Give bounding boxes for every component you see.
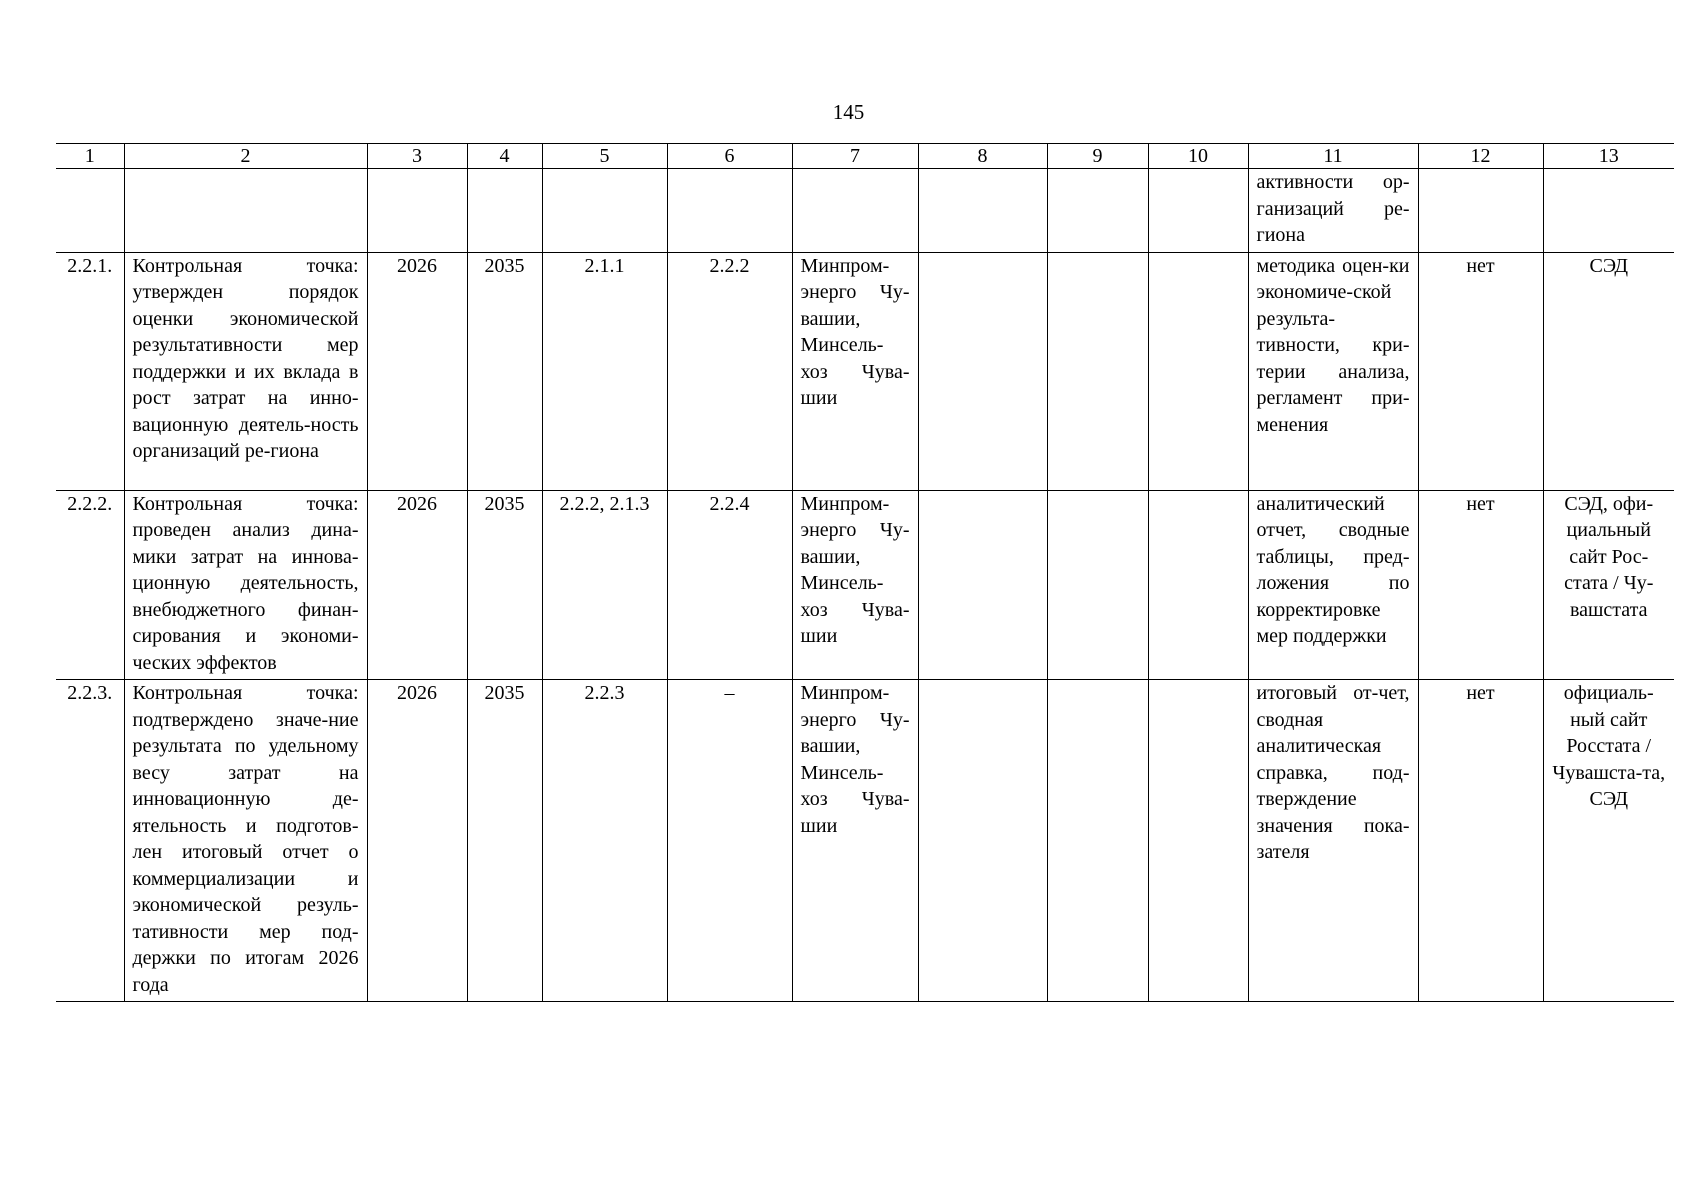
column-header: 7	[792, 144, 918, 169]
end-year-cell: 2035	[467, 680, 542, 1002]
info-system-cell: СЭД, офи-циальный сайт Рос-стата / Чу-вашстата	[1543, 490, 1674, 680]
responsible-cell: Минпром-энерго Чу-вашии, Минсель-хоз Чува-шии	[792, 680, 918, 1002]
cell-8	[918, 252, 1047, 490]
row-number-cell: 2.2.2.	[56, 490, 124, 680]
cell-9	[1047, 680, 1148, 1002]
flag-cell: нет	[1418, 490, 1543, 680]
cell-10	[1148, 490, 1248, 680]
end-year-cell: 2035	[467, 490, 542, 680]
cell-9	[1047, 490, 1148, 680]
info-system-cell: официаль-ный сайт Росстата / Чувашста-та, СЭД	[1543, 680, 1674, 1002]
description-cell	[124, 169, 367, 253]
cell-8	[918, 680, 1047, 1002]
row-number-cell	[56, 169, 124, 253]
end-year-cell	[467, 169, 542, 253]
cell-9	[1047, 169, 1148, 253]
start-year-cell: 2026	[367, 252, 467, 490]
column-header: 11	[1248, 144, 1418, 169]
cell-8	[918, 490, 1047, 680]
table-row	[56, 680, 1674, 1002]
column-header: 3	[367, 144, 467, 169]
column-header: 6	[667, 144, 792, 169]
predecessor-cell	[542, 169, 667, 253]
cell-10	[1148, 169, 1248, 253]
result-document-cell: итоговый от-чет, сводная аналитическая справка, под-тверждение значения пока-зателя	[1248, 680, 1418, 1002]
plan-table	[56, 143, 1674, 1002]
page-number: 145	[832, 100, 865, 124]
column-header: 8	[918, 144, 1047, 169]
successor-cell: 2.2.2	[667, 252, 792, 490]
column-header: 2	[124, 144, 367, 169]
info-system-cell	[1543, 169, 1674, 253]
description-cell: Контрольная точка: подтверждено значе-ние результата по удельному весу затрат на инновационную де-ятельность и подготов-лен итоговый отчет о коммерциализации и экономической резуль-тативности мер под-держки по итогам 2026 года	[124, 680, 367, 1002]
result-document-cell: методика оцен-ки экономиче-ской результа-тивности, кри-терии анализа, регламент при-менения	[1248, 252, 1418, 490]
responsible-cell: Минпром-энерго Чу-вашии, Минсель-хоз Чува-шии	[792, 490, 918, 680]
column-header: 12	[1418, 144, 1543, 169]
responsible-cell: Минпром-энерго Чу-вашии, Минсель-хоз Чува-шии	[792, 252, 918, 490]
column-header: 4	[467, 144, 542, 169]
predecessor-cell: 2.1.1	[542, 252, 667, 490]
column-header: 1	[56, 144, 124, 169]
row-number-cell: 2.2.1.	[56, 252, 124, 490]
flag-cell: нет	[1418, 252, 1543, 490]
cell-8	[918, 169, 1047, 253]
predecessor-cell: 2.2.2, 2.1.3	[542, 490, 667, 680]
column-header: 9	[1047, 144, 1148, 169]
row-number-cell: 2.2.3.	[56, 680, 124, 1002]
result-document-cell: аналитический отчет, сводные таблицы, пред-ложения по корректировке мер поддержки	[1248, 490, 1418, 680]
start-year-cell: 2026	[367, 680, 467, 1002]
flag-cell: нет	[1418, 680, 1543, 1002]
cell-10	[1148, 680, 1248, 1002]
start-year-cell: 2026	[367, 490, 467, 680]
column-header: 13	[1543, 144, 1674, 169]
table-row	[56, 490, 1674, 680]
description-cell: Контрольная точка: утвержден порядок оценки экономической результативности мер поддержки и их вклада в рост затрат на инно-вационную деятель-ность организаций ре-гиона	[124, 252, 367, 490]
cell-9	[1047, 252, 1148, 490]
cell-10	[1148, 252, 1248, 490]
flag-cell	[1418, 169, 1543, 253]
successor-cell	[667, 169, 792, 253]
column-number-row	[56, 144, 1674, 169]
end-year-cell: 2035	[467, 252, 542, 490]
info-system-cell: СЭД	[1543, 252, 1674, 490]
responsible-cell	[792, 169, 918, 253]
column-header: 10	[1148, 144, 1248, 169]
description-cell: Контрольная точка: проведен анализ дина-мики затрат на иннова-ционную деятельность, внебюджетного финан-сирования и экономи-ческих эффектов	[124, 490, 367, 680]
successor-cell: –	[667, 680, 792, 1002]
predecessor-cell: 2.2.3	[542, 680, 667, 1002]
start-year-cell	[367, 169, 467, 253]
table-row	[56, 169, 1674, 253]
result-document-cell: активности ор-ганизаций ре-гиона	[1248, 169, 1418, 253]
successor-cell: 2.2.4	[667, 490, 792, 680]
column-header: 5	[542, 144, 667, 169]
table-row	[56, 252, 1674, 490]
